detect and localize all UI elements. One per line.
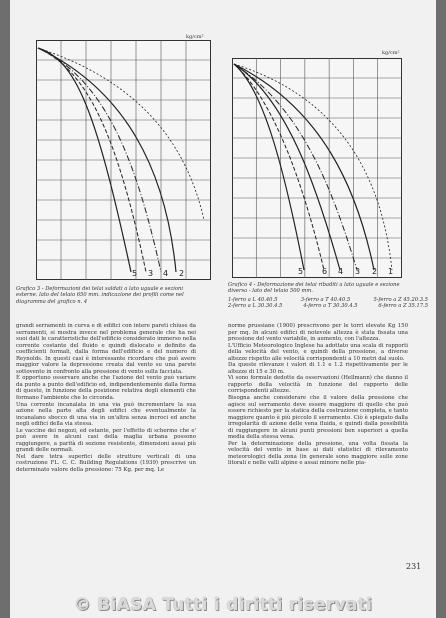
curve-label: 2 [372, 267, 378, 276]
curve-label: 6 [322, 267, 328, 276]
graph-right-plot [232, 58, 402, 278]
paragraph: L'Ufficio Meteorologico Inglese ha adottato una scala di rapporti della velocità del vento, e quindi della pressione, a diverse altezze rispetto alle velocità corrispondenti a 10 metri dal suolo. [228, 342, 408, 362]
text-column-left [16, 323, 196, 474]
graph-right-xlabel: kg/cm² [382, 50, 400, 56]
curve-label: 5 [132, 269, 138, 278]
document-page [10, 0, 436, 618]
paragraph: Nel dare tetra superfici delle strutture verticali di una costruzione FL. C. C. Building Regulations (1939) prescrive un determinato valore della pressione: 75 Kg. per mq. Le [16, 453, 196, 474]
graph-left [36, 34, 211, 280]
legend-item: 2-ferro a L 30.30.4.5 [228, 303, 283, 310]
graph-left-xlabel: kg/cm² [186, 34, 204, 40]
watermark-bottom: © BiASA Tutti i diritti riservati [73, 595, 373, 615]
paragraph: Bisogna anche considerare che il valore della pressione che agisce sul serramento deve essere maggiore di quello che può essere richiesto per la statica della costruzione completa, e tanto maggiore quanto è più piccolo il serramento. Ciò è spiegato dalla irregolarità di azione delle vena fluida, e quindi dalla possibilità di raggiungere in alcuni punti pressioni ben superiori a quella media della stessa vena. [228, 395, 408, 441]
plot-frame [233, 59, 402, 278]
page-number: 231 [406, 562, 422, 571]
curve-label: 1 [388, 267, 394, 276]
curve-label: 3 [148, 269, 154, 278]
legend-item: 1-ferro a L 40.40.5 [228, 296, 278, 303]
curve-label: 3 [355, 267, 361, 276]
legend-row [228, 303, 428, 309]
paragraph: Da queste rilevanze i valori di 1.1 e 1.2 rispettivamente per le altezze di 15 e 30 m. [228, 362, 408, 375]
curve-label: 4 [163, 269, 169, 278]
graph-right-caption [228, 282, 428, 310]
graph-left-plot [36, 40, 211, 280]
paragraph: Una corrente incanalata in una via può incrementare la sua azione nella parte alta degli edifici che eventualmente la incanalano sbocco di una via in un'altra senza incroci ed anche negli edifici della via stessa. [16, 401, 196, 428]
caption-line: Grafico 4 - Deformazione dei telai ribaditi a lato uguale e sezione [228, 282, 400, 288]
legend-item: 4-ferro a T 30.30.4.5 [303, 303, 358, 310]
graph-right [232, 50, 402, 278]
curve-label: 5 [298, 267, 304, 276]
legend-item: 3-ferro a T 40.40.5 [300, 296, 351, 303]
caption-line: diversa - lato del telaio 500 mm. [228, 288, 313, 295]
caption-line: Grafico 3 - Deformazioni dei telai saldati a lato uguale e sezioni [16, 286, 184, 292]
graph-left-caption [16, 286, 206, 305]
legend-item: 5-ferro a Z 45.20.3.5 [373, 296, 428, 303]
curve-label: 4 [338, 267, 344, 276]
paragraph: norme prussiane (1900) prescrivono per le torri elevate Kg 150 per mq. In alcuni edifici di notevole altezza è stata fissata una pressione del vento variabile, in aumento, con l'altezza. [228, 323, 408, 343]
paragraph: grandi serramenti in curva e di edifici con intere pareti chiuse da serramenti, si mostra invece nel problema generale che ha nei suoi dati le caratteristiche dell'edificio considerato immerso nella corrente costante del fluido e quindi dislocato e definito da coefficienti formali, dalla forma dell'edificio e del numero di Reynolds. In questi casi è interessante ricordare che può avere maggior valore la depressione creata dal vento su una parete sottovento in confronto alla pressione di vento sulla facciata. [16, 323, 196, 375]
caption-line: esterne. lato del telaio 650 mm. indicazione dei profili come nel [16, 292, 184, 299]
curve-label: 2 [179, 269, 185, 278]
paragraph: È opportuno osservare anche che l'azione del vento può variare da punto a punto dell'edificio ed, indipendentemente dalla forma di questo, in funzione della posizione relativa degli elementi che formano l'ambiente che lo circonda. [16, 375, 196, 402]
paragraph: Per la determinazione della pressione, una volta fissata la velocità del vento in base ai dati statistici di rilevamento meteorologici della zona (in generale sono maggiore sulle zone litorali e nelle valli alpine e assai minore nelle pia- [228, 440, 408, 467]
paragraph: Le vaccine dei negozi, ed ostante, per l'effetto di schermo che e' può avere in alcuni casi della maglia urbana possono raggiungere, a parità di sezione resistente, dimensioni assai più grandi delle normali. [16, 427, 196, 454]
paragraph: Vi sono formule dedotte da osservazioni (Hellmann) che danno il rapporto della velocità in funzione del rapporto delle corrispondenti altezze. [228, 375, 408, 395]
text-column-right [228, 323, 408, 467]
legend-item: 6-ferro a Z 35.17.5 [378, 303, 428, 310]
caption-line: diagramma del grafico n. 4 [16, 298, 88, 305]
